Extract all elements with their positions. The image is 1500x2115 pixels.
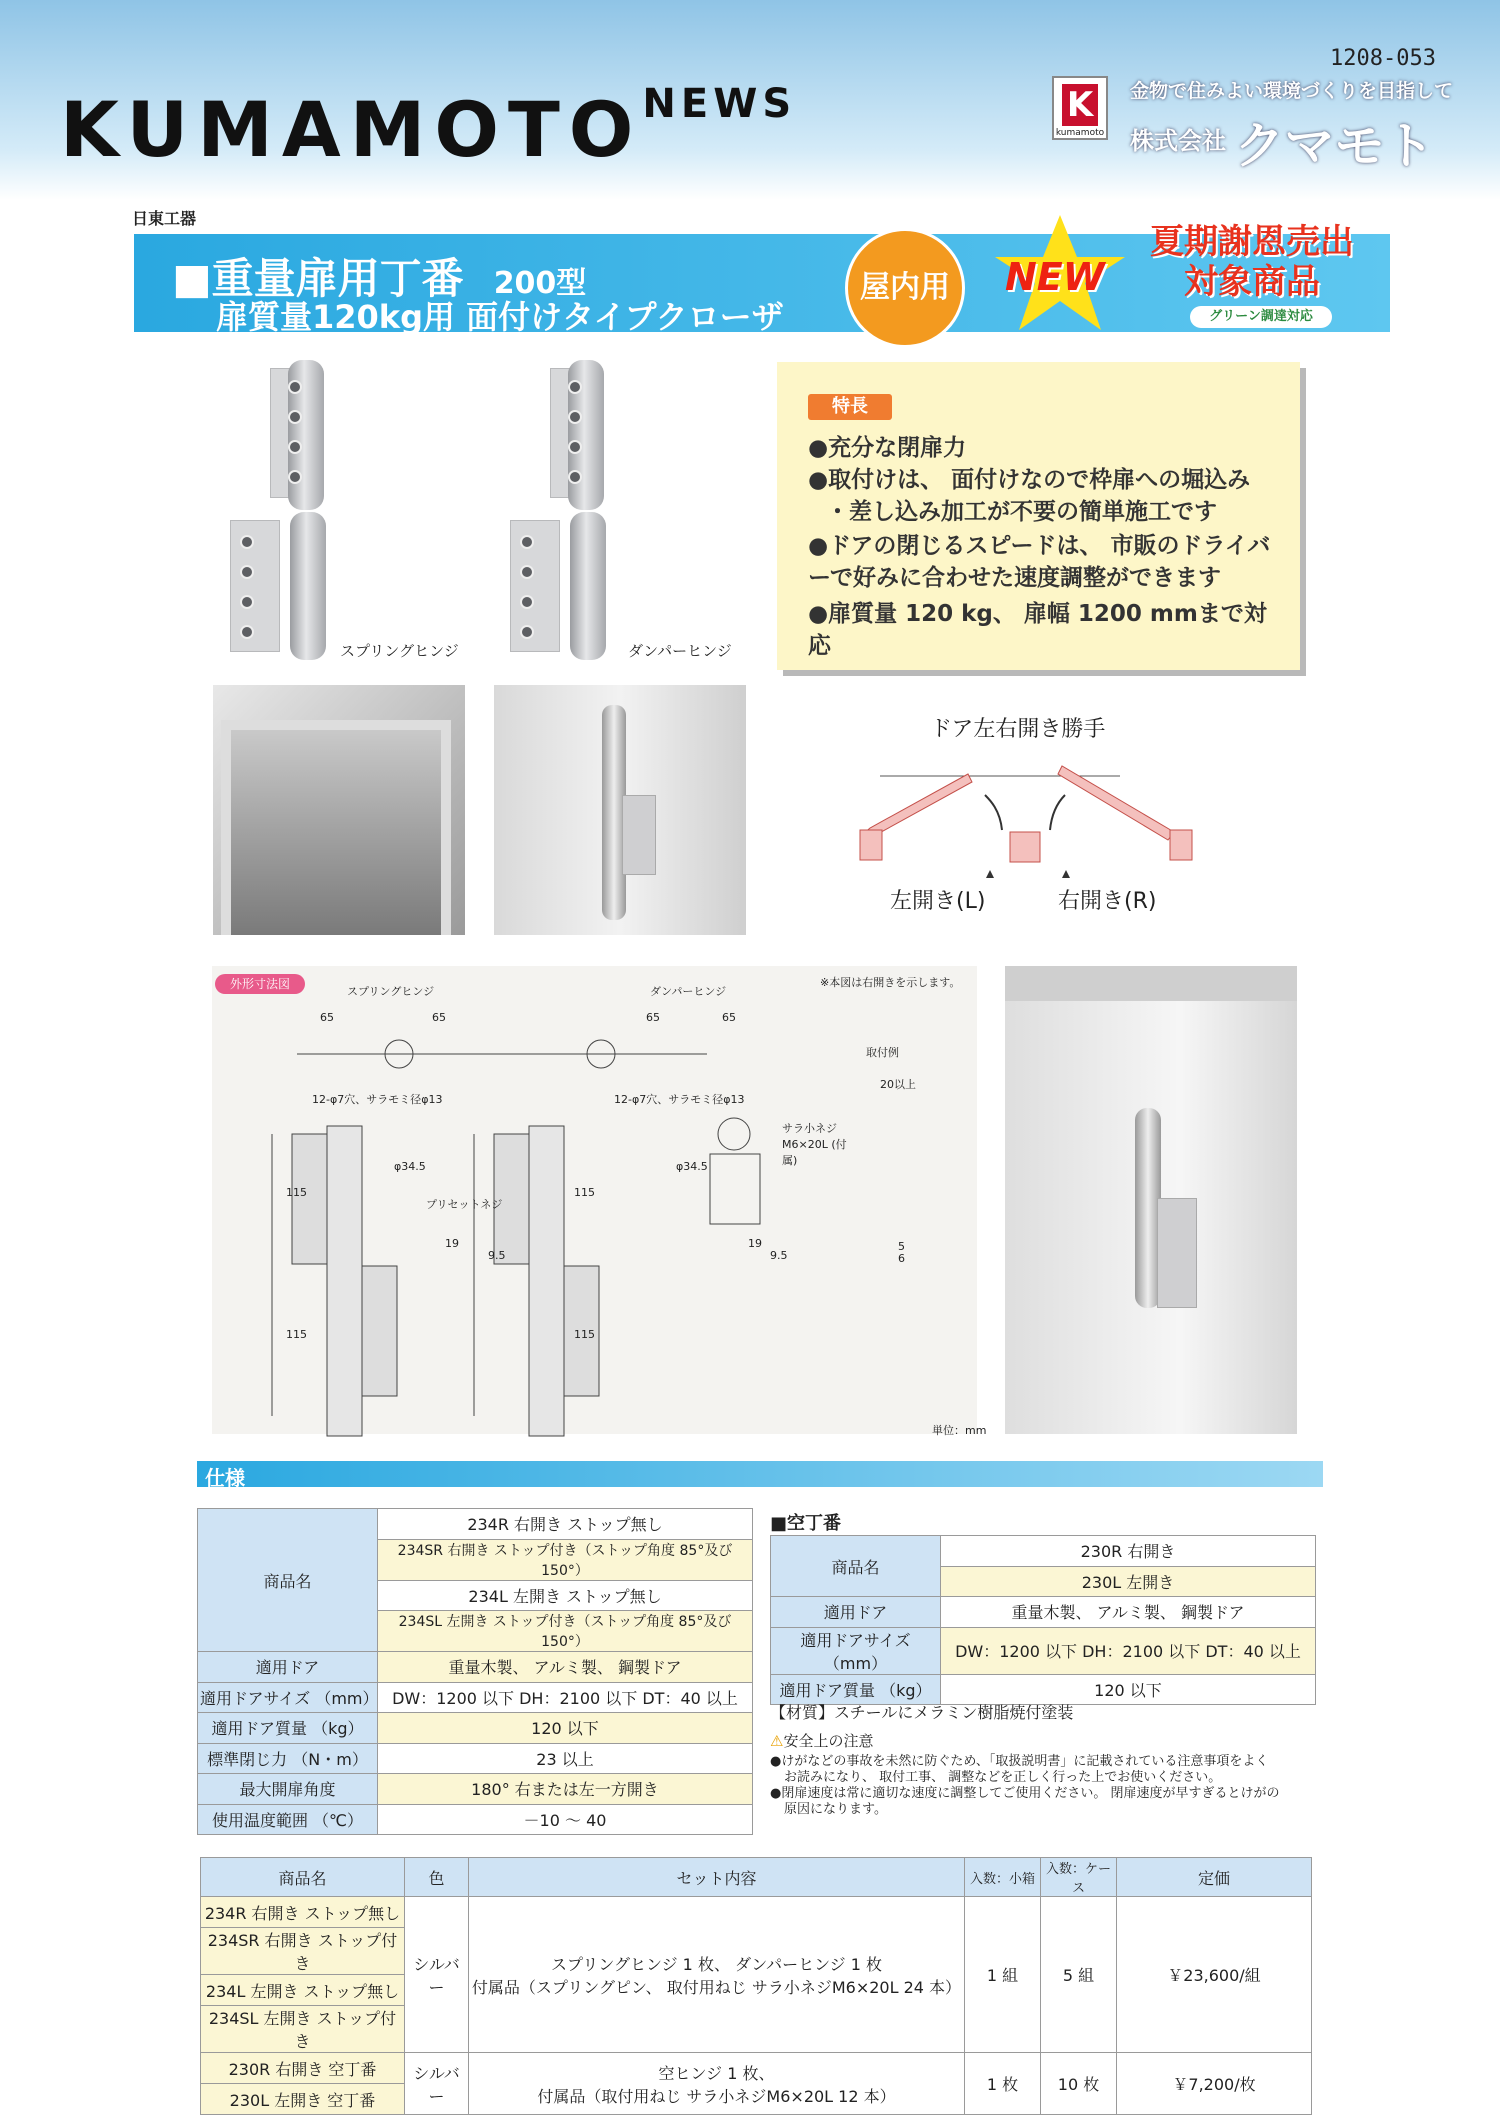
price-value: ￥23,600/組: [1117, 1897, 1312, 2053]
spec-cell: 234R 右開き ストップ無し: [378, 1509, 753, 1540]
spec-label: 適用ドアサイズ （mm）: [198, 1682, 378, 1713]
dim-label: 65: [646, 1011, 660, 1024]
spec-cell: 120 以下: [941, 1674, 1316, 1705]
dim-label: 9.5: [770, 1249, 788, 1262]
spec-cell: 234L 左開き ストップ無し: [378, 1580, 753, 1611]
empty-hinge-table: [770, 1535, 1316, 1705]
dim-label: 20以上: [880, 1078, 916, 1091]
hinge-closeup-photo: [494, 685, 746, 935]
dim-label: 115: [286, 1186, 307, 1199]
price-header: 色: [405, 1858, 469, 1897]
dim-label: φ34.5: [394, 1160, 426, 1173]
price-content: スプリングヒンジ 1 枚、 ダンパーヒンジ 1 枚 付属品（スプリングピン、 取付用ねじ サラ小ネジM6×20L 24 本）: [469, 1897, 965, 2053]
spec-cell: －10 ～ 40: [378, 1804, 753, 1835]
dim-label: 9.5: [488, 1249, 506, 1262]
screw-note: サラ小ネジ M6×20L (付属): [782, 1122, 847, 1167]
doc-number: 1208-053: [1330, 46, 1436, 71]
hole-note: 12-φ7穴、サラモミ径φ13: [312, 1093, 443, 1106]
spec-cell: 234SL 左開き ストップ付き（ストップ角度 85°及び 150°）: [378, 1611, 753, 1652]
price-item: 234R 右開き ストップ無し: [201, 1897, 405, 1928]
price-color: シルバー: [405, 2053, 469, 2115]
safety-note: ●けがなどの事故を未然に防ぐため、「取扱説明書」に記載されている注意事項をよく: [770, 1754, 1269, 1769]
brand-title: $KUMAMOTO^{NEWS}$: [60, 81, 797, 174]
spec-cell: 234SR 右開き ストップ付き（ストップ角度 85°及び 150°）: [378, 1539, 753, 1580]
price-item: 234SR 右開き ストップ付き: [201, 1928, 405, 1975]
safety-heading: ⚠安全上の注意: [770, 1732, 874, 1750]
price-box: 1 枚: [965, 2053, 1041, 2115]
spec-title: 仕様: [205, 1466, 245, 1490]
dim-label: 5: [898, 1240, 905, 1253]
spec-table: [197, 1508, 753, 1835]
warning-icon: ⚠: [770, 1732, 784, 1750]
spec-cell: 重量木製、 アルミ製、 鋼製ドア: [378, 1652, 753, 1683]
product-title: ■重量扉用丁番 200型: [172, 254, 587, 303]
dim-label: 65: [432, 1011, 446, 1024]
mount-example-label: 取付例: [866, 1046, 899, 1059]
door-install-photo: [213, 685, 465, 935]
price-header: セット内容: [469, 1858, 965, 1897]
drawing-note: ※本図は右開きを示します。: [820, 976, 961, 989]
empty-hinge-title: ■空丁番: [770, 1513, 842, 1534]
spec-cell: 重量木製、 アルミ製、 鋼製ドア: [941, 1597, 1316, 1628]
safety-note: ●閉扉速度は常に適切な速度に調整してご使用ください。 閉扉速度が早すぎるとけがの: [770, 1786, 1280, 1801]
spec-label: 適用ドアサイズ （mm）: [771, 1627, 941, 1674]
company-name: 株式会社 クマモト: [1130, 117, 1435, 175]
price-header: 入数：小箱: [965, 1858, 1041, 1897]
company-slogan: 金物で住みよい環境づくりを目指して: [1130, 80, 1454, 102]
maker-logo: 日東工器: [132, 209, 197, 228]
dim-label: 115: [574, 1186, 595, 1199]
feature-item: ●取付けは、 面付けなので枠扉への堀込み: [808, 467, 1251, 493]
drawing-damper-label: ダンパーヒンジ: [650, 985, 727, 998]
material-note: 【材質】スチールにメラミン樹脂焼付塗装: [770, 1703, 1074, 1722]
preset-screw-label: プリセットネジ: [426, 1198, 503, 1211]
door-direction-diagram: [840, 740, 1220, 880]
dimension-drawing: [212, 966, 977, 1434]
dim-label: 115: [286, 1328, 307, 1341]
feature-item: ・差し込み加工が不要の簡単施工です: [826, 499, 1217, 525]
spec-label: 適用ドア質量 （kg）: [771, 1674, 941, 1705]
spec-label: 商品名: [198, 1509, 378, 1652]
feature-item: ●扉質量 120 kg、 扉幅 1200 mmまで対応: [808, 601, 1267, 659]
door-frame-photo: [1005, 966, 1297, 1434]
promo-label: 夏期謝恩売出 対象商品: [1150, 222, 1354, 302]
safety-note: 原因になります。: [784, 1802, 887, 1817]
spec-label: 商品名: [771, 1536, 941, 1597]
price-header: 商品名: [201, 1858, 405, 1897]
spec-label: 標準閉じ力 （N・m）: [198, 1743, 378, 1774]
price-header: 入数：ケース: [1041, 1858, 1117, 1897]
feature-item: ●ドアの閉じるスピードは、 市販のドライバー: [808, 533, 1271, 591]
price-item: 230R 右開き 空丁番: [201, 2053, 405, 2084]
spec-cell: 120 以下: [378, 1713, 753, 1744]
price-table: [200, 1857, 1312, 2115]
unit-label: 単位：mm: [932, 1424, 987, 1437]
price-box: 1 組: [965, 1897, 1041, 2053]
price-case: 5 組: [1041, 1897, 1117, 2053]
features-tag: 特長: [808, 394, 892, 420]
dim-label: 19: [445, 1237, 459, 1250]
dimension-tag: 外形寸法図: [215, 974, 305, 994]
spec-cell: DW：1200 以下 DH：2100 以下 DT：40 以上: [378, 1682, 753, 1713]
price-item: 230L 左開き 空丁番: [201, 2084, 405, 2115]
dim-label: 65: [722, 1011, 736, 1024]
feature-item: で好みに合わせた速度調整ができます: [830, 565, 1221, 591]
spec-header-bar: [197, 1461, 1323, 1487]
spec-label: 使用温度範囲 （℃）: [198, 1804, 378, 1835]
new-label: NEW: [1005, 255, 1105, 299]
spec-cell: DW：1200 以下 DH：2100 以下 DT：40 以上: [941, 1627, 1316, 1674]
dim-label: 115: [574, 1328, 595, 1341]
price-case: 10 枚: [1041, 2053, 1117, 2115]
price-item: 234L 左開き ストップ無し: [201, 1975, 405, 2006]
safety-note: お読みになり、 取付工事、 調整などを正しく行った上でお使いください。: [784, 1770, 1222, 1785]
spec-label: 適用ドア質量 （kg）: [198, 1713, 378, 1744]
price-value: ￥7,200/枚: [1117, 2053, 1312, 2115]
spec-cell: 23 以上: [378, 1743, 753, 1774]
company-logo: K kumamoto: [1052, 76, 1108, 140]
spec-cell: 180° 右または左一方開き: [378, 1774, 753, 1805]
damper-hinge-image: [490, 360, 690, 660]
direction-title: ドア左右開き勝手: [930, 717, 1106, 742]
indoor-badge: 屋内用: [845, 228, 965, 348]
price-header: 定価: [1117, 1858, 1312, 1897]
price-content: 空ヒンジ 1 枚、 付属品（取付用ねじ サラ小ネジM6×20L 12 本）: [469, 2053, 965, 2115]
spec-label: 最大開扉角度: [198, 1774, 378, 1805]
spec-cell: 230L 左開き: [941, 1566, 1316, 1597]
green-procurement-badge: グリーン調達対応: [1190, 306, 1332, 328]
damper-hinge-caption: ダンパーヒンジ: [628, 642, 732, 660]
product-subtitle: 扉質量120kg用 面付けタイプクローザ: [216, 298, 784, 336]
spec-label: 適用ドア: [771, 1597, 941, 1628]
feature-item: ●充分な閉扉力: [808, 435, 967, 461]
spec-cell: 230R 右開き: [941, 1536, 1316, 1567]
spring-hinge-image: [210, 360, 410, 660]
dim-label: φ34.5: [676, 1160, 708, 1173]
drawing-spring-label: スプリングヒンジ: [347, 985, 435, 998]
right-open-label: 右開き(R): [1058, 889, 1157, 914]
price-item: 234SL 左開き ストップ付き: [201, 2006, 405, 2053]
dim-label: 65: [320, 1011, 334, 1024]
spec-label: 適用ドア: [198, 1652, 378, 1683]
left-open-label: 左開き(L): [890, 889, 986, 914]
spring-hinge-caption: スプリングヒンジ: [340, 642, 459, 660]
dim-label: 19: [748, 1237, 762, 1250]
price-color: シルバー: [405, 1897, 469, 2053]
hole-note: 12-φ7穴、サラモミ径φ13: [614, 1093, 745, 1106]
dim-label: 6: [898, 1252, 905, 1265]
